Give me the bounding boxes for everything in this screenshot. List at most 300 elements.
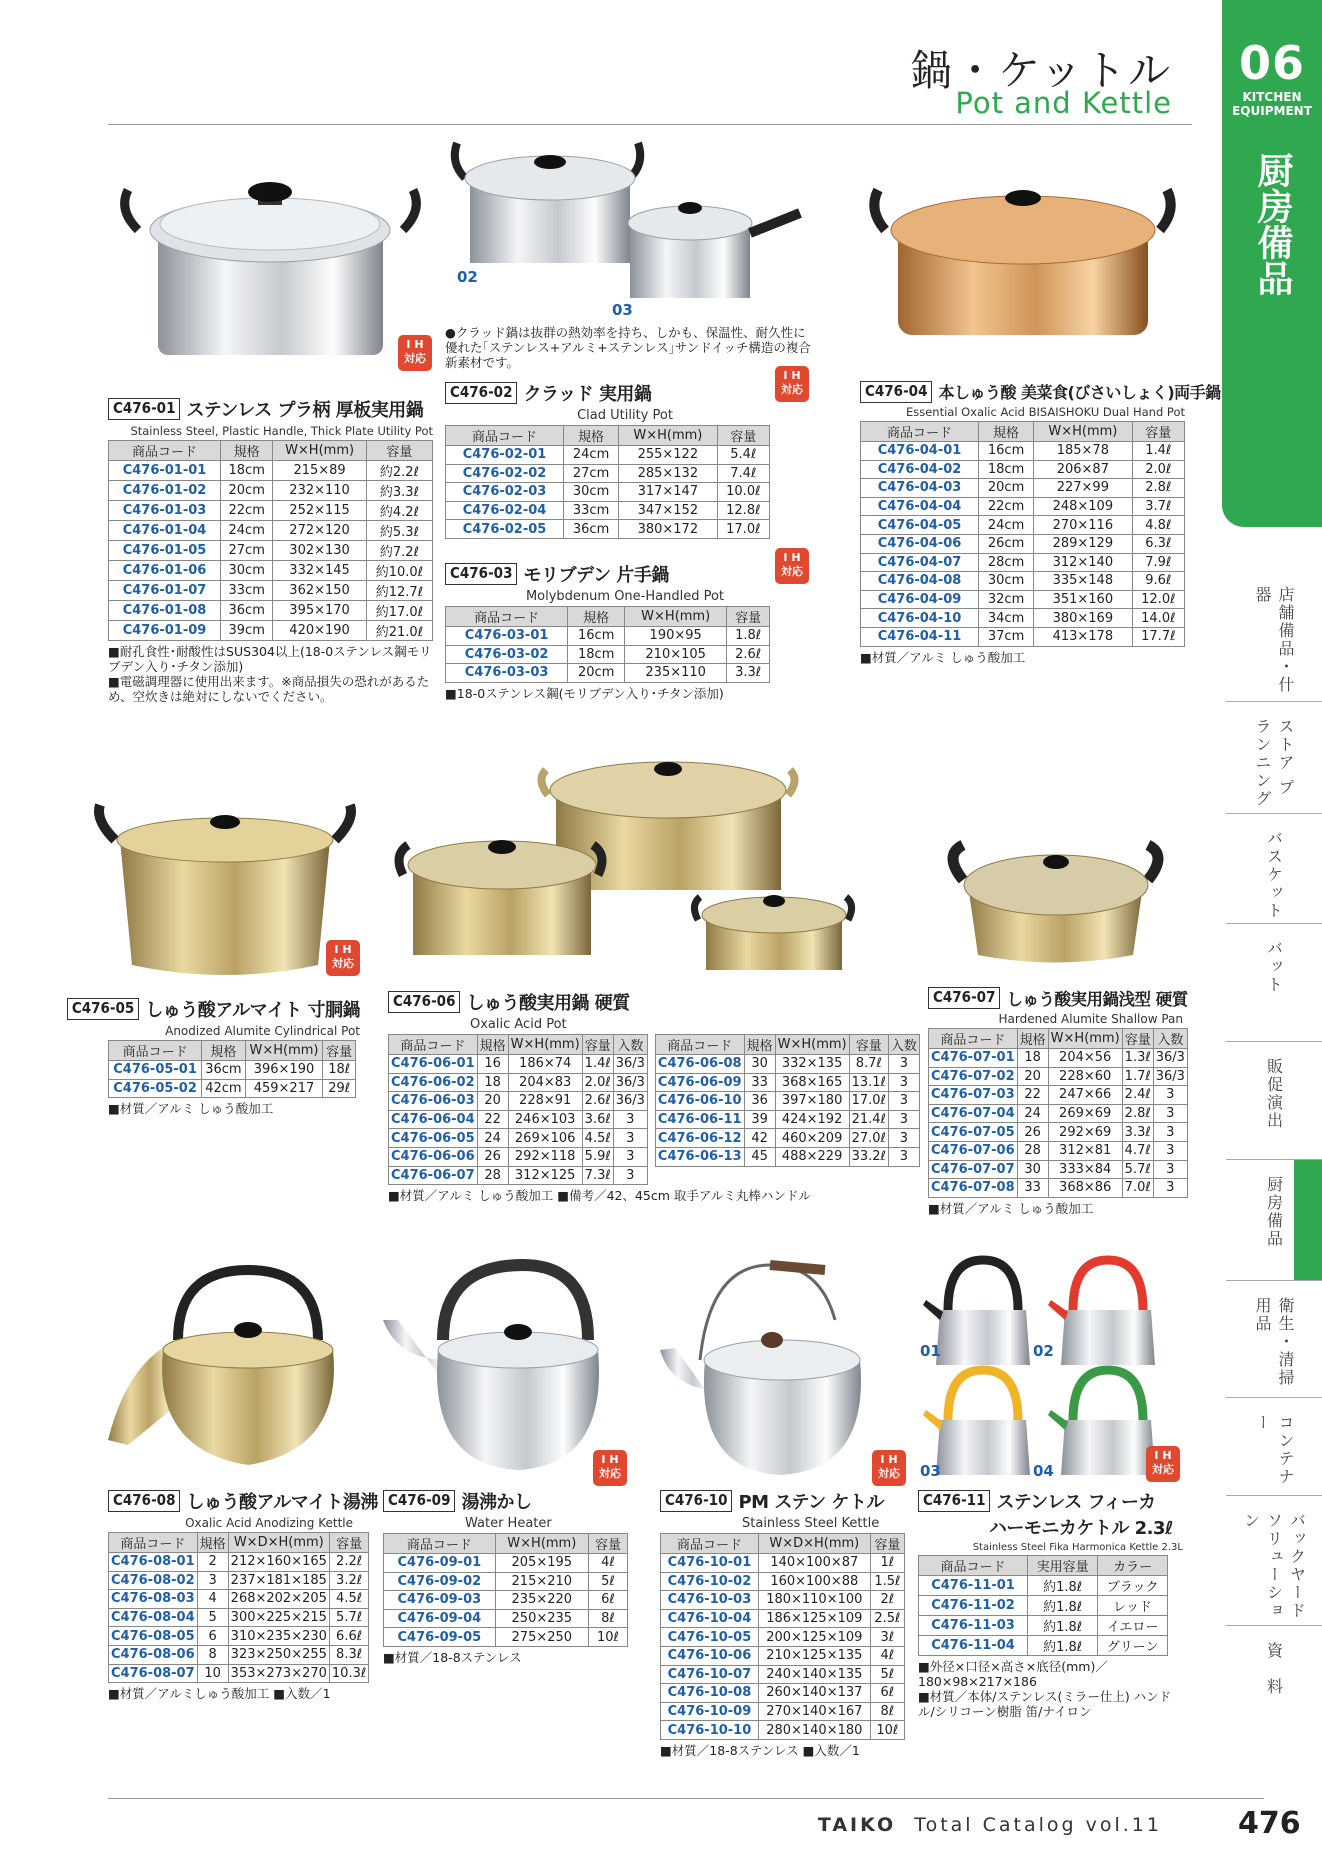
side-item-store-planning[interactable] xyxy=(1226,702,1322,814)
table-cell: 7.9ℓ xyxy=(1132,553,1184,572)
column-header: 規格 xyxy=(979,422,1034,442)
table-cell: 2.8ℓ xyxy=(1132,479,1184,498)
table-cell: 3 xyxy=(613,1110,647,1129)
column-header: 容量 xyxy=(1132,422,1184,442)
side-item-basket[interactable] xyxy=(1226,814,1322,924)
product-code-cell: C476-07-04 xyxy=(929,1104,1018,1123)
product-code-cell: C476-04-06 xyxy=(861,534,979,553)
table-cell: 2.2ℓ xyxy=(329,1553,368,1572)
catalog-name: Total Catalog vol.11 xyxy=(914,1814,1162,1836)
product-code-cell: C476-02-04 xyxy=(446,501,564,520)
table-cell: 36/3 xyxy=(1153,1049,1187,1068)
product-c476-08 xyxy=(108,1250,378,1702)
product-description: ●クラッド鍋は抜群の熱効率を持ち、しかも、保温性、耐久性に優れた｢ステンレス+アルミ+ステンレス｣サンドイッチ構造の複合新素材です。 xyxy=(445,325,811,370)
table-cell: 4ℓ xyxy=(870,1646,904,1665)
side-item-kitchen[interactable] xyxy=(1226,1160,1322,1280)
product-code-cell: C476-09-02 xyxy=(384,1572,496,1591)
table-cell: 268×202×205 xyxy=(228,1590,329,1609)
variant-label: 02 xyxy=(1033,1342,1054,1360)
table-cell: 204×56 xyxy=(1048,1049,1122,1068)
product-c476-01 xyxy=(108,150,433,704)
column-header: 商品コード xyxy=(929,1029,1018,1049)
product-code-cell: C476-06-06 xyxy=(389,1147,478,1166)
table-cell: 380×172 xyxy=(619,520,718,539)
table-cell: 36cm xyxy=(221,601,273,621)
table-row xyxy=(109,1627,369,1646)
table-row xyxy=(661,1609,905,1628)
table-cell: 20cm xyxy=(221,481,273,501)
table-cell: 3 xyxy=(1153,1104,1187,1123)
table-cell: 270×140×167 xyxy=(758,1702,870,1721)
table-cell: 312×125 xyxy=(508,1166,582,1185)
table-row xyxy=(109,601,433,621)
product-code-cell: C476-10-02 xyxy=(661,1572,759,1591)
table-cell: 1.4ℓ xyxy=(582,1055,613,1074)
product-note: ■材質／アルミ しゅう酸加工 xyxy=(108,1101,274,1117)
product-c476-05 xyxy=(71,800,360,1117)
side-item-backyard[interactable] xyxy=(1226,1496,1322,1626)
table-cell: 3.2ℓ xyxy=(329,1571,368,1590)
table-cell: 3 xyxy=(888,1110,919,1129)
table-cell: 5.7ℓ xyxy=(1122,1160,1153,1179)
product-code-cell: C476-05-02 xyxy=(109,1079,202,1098)
product-name-en: Clad Utility Pot xyxy=(577,408,673,423)
product-c476-09 xyxy=(383,1250,628,1665)
product-code-cell: C476-10-01 xyxy=(661,1554,759,1573)
table-cell: 3 xyxy=(888,1092,919,1111)
section-tab[interactable] xyxy=(1222,0,1322,527)
table-cell: 3 xyxy=(613,1129,647,1148)
column-header: W×H(mm) xyxy=(245,1041,323,1061)
table-row xyxy=(661,1702,905,1721)
anodized-kettle-image xyxy=(108,1250,353,1478)
product-name-en: Water Heater xyxy=(465,1516,552,1531)
side-item-label: バスケット xyxy=(1264,830,1284,920)
table-cell: 353×273×270 xyxy=(228,1664,329,1683)
table-row xyxy=(446,520,770,539)
product-code-cell: C476-03-02 xyxy=(446,645,568,664)
column-header: 商品コード xyxy=(861,422,979,442)
product-name-en: Hardened Alumite Shallow Pan xyxy=(998,1012,1183,1026)
table-cell: 2ℓ xyxy=(870,1591,904,1610)
column-header: W×H(mm) xyxy=(1048,1029,1122,1049)
table-cell: 22cm xyxy=(979,497,1034,516)
table-cell: 247×66 xyxy=(1048,1086,1122,1105)
product-code-cell: C476-07-06 xyxy=(929,1141,1018,1160)
product-note: ■18-0ステンレス鋼(モリブデン入り･チタン添加) xyxy=(445,685,724,701)
table-cell: 約17.0ℓ xyxy=(366,601,432,621)
table-header-row xyxy=(929,1029,1188,1049)
column-header: 入数 xyxy=(888,1035,919,1055)
table-row xyxy=(919,1596,1168,1616)
product-code-cell: C476-06-03 xyxy=(389,1092,478,1111)
table-row xyxy=(929,1086,1188,1105)
table-row xyxy=(929,1160,1188,1179)
table-cell: 215×210 xyxy=(495,1572,588,1591)
column-header: 容量 xyxy=(849,1035,888,1055)
product-code-cell: C476-11-02 xyxy=(919,1596,1028,1616)
variant-label: 04 xyxy=(1033,1462,1054,1480)
page-number: 476 xyxy=(1238,1806,1301,1841)
column-header: 商品コード xyxy=(655,1035,744,1055)
ih-compatible-badge: I H 対応 xyxy=(593,1450,627,1486)
table-cell: 33 xyxy=(1017,1179,1048,1198)
product-note: ■材質／アルミ しゅう酸加工 xyxy=(860,649,1026,665)
column-header: 商品コード xyxy=(389,1035,478,1055)
product-code: C476-02 xyxy=(445,382,517,404)
column-header: 規格 xyxy=(564,426,619,446)
table-header-row xyxy=(109,1533,369,1553)
table-row xyxy=(109,1553,369,1572)
product-code-cell: C476-10-09 xyxy=(661,1702,759,1721)
fika-kettle-set-image xyxy=(918,1250,1183,1478)
table-cell: 3 xyxy=(888,1073,919,1092)
product-code-cell: C476-11-04 xyxy=(919,1636,1028,1656)
product-code-cell: C476-08-05 xyxy=(109,1627,198,1646)
table-row xyxy=(661,1572,905,1591)
table-cell: 約21.0ℓ xyxy=(366,621,432,641)
table-cell: 300×225×215 xyxy=(228,1608,329,1627)
table-row xyxy=(861,553,1185,572)
table-row xyxy=(661,1665,905,1684)
column-header: 容量 xyxy=(1122,1029,1153,1049)
side-item-tray[interactable] xyxy=(1226,924,1322,1042)
table-cell: 292×69 xyxy=(1048,1123,1122,1142)
table-cell: 333×84 xyxy=(1048,1160,1122,1179)
spec-table xyxy=(383,1533,628,1647)
table-cell: 210×105 xyxy=(625,645,727,664)
side-item-label: バックヤード ソリューション xyxy=(1241,1512,1307,1620)
table-cell: 270×116 xyxy=(1034,516,1133,535)
table-cell: 約1.8ℓ xyxy=(1028,1576,1098,1596)
table-cell: 1.7ℓ xyxy=(1122,1067,1153,1086)
table-row xyxy=(109,1664,369,1683)
column-header: W×H(mm) xyxy=(775,1035,849,1055)
table-row xyxy=(109,1079,356,1098)
side-item-container[interactable] xyxy=(1226,1398,1322,1496)
column-header: W×H(mm) xyxy=(508,1035,582,1055)
table-cell: 5.9ℓ xyxy=(582,1147,613,1166)
table-row xyxy=(446,464,770,483)
table-row xyxy=(861,497,1185,516)
table-cell: 280×140×180 xyxy=(758,1721,870,1740)
product-code-cell: C476-04-11 xyxy=(861,627,979,646)
spec-table xyxy=(860,421,1185,647)
product-code-cell: C476-11-03 xyxy=(919,1616,1028,1636)
shallow-pan-image xyxy=(928,830,1183,980)
product-code: C476-08 xyxy=(108,1490,180,1512)
table-cell: 3 xyxy=(613,1147,647,1166)
side-item-label: 資 料 xyxy=(1264,1642,1284,1696)
table-row xyxy=(861,627,1185,646)
table-cell: 4.8ℓ xyxy=(1132,516,1184,535)
product-name-jp: しゅう酸アルマイト 寸胴鍋 xyxy=(145,1000,360,1021)
product-code-cell: C476-10-05 xyxy=(661,1628,759,1647)
column-header: 商品コード xyxy=(446,606,568,626)
table-row xyxy=(655,1055,919,1074)
side-item-sanitation[interactable] xyxy=(1226,1280,1322,1398)
table-cell: 396×190 xyxy=(245,1061,323,1080)
table-row xyxy=(861,534,1185,553)
product-name-en: Oxalic Acid Anodizing Kettle xyxy=(185,1516,353,1530)
side-item-label: 衛生・清掃用品 xyxy=(1253,1297,1295,1387)
column-header: 容量 xyxy=(870,1534,904,1554)
table-cell: 380×169 xyxy=(1034,609,1133,628)
table-cell: 4.7ℓ xyxy=(1122,1141,1153,1160)
product-code-cell: C476-02-05 xyxy=(446,520,564,539)
product-code-cell: C476-08-04 xyxy=(109,1608,198,1627)
table-cell: 12.0ℓ xyxy=(1132,590,1184,609)
product-code-cell: C476-04-09 xyxy=(861,590,979,609)
table-row xyxy=(446,483,770,502)
table-cell: 36 xyxy=(744,1092,775,1111)
side-item-store-fixtures[interactable] xyxy=(1226,570,1322,702)
table-cell: 30 xyxy=(1017,1160,1048,1179)
table-cell: 180×110×100 xyxy=(758,1591,870,1610)
table-cell: 33cm xyxy=(221,581,273,601)
table-cell: 20 xyxy=(1017,1067,1048,1086)
ih-compatible-badge: I H 対応 xyxy=(398,335,432,371)
column-header: 容量 xyxy=(323,1041,356,1061)
column-header: 規格 xyxy=(221,441,273,461)
table-header-row xyxy=(446,426,770,446)
table-row xyxy=(929,1049,1188,1068)
table-cell: 5ℓ xyxy=(588,1572,627,1591)
product-c476-02-03 xyxy=(445,138,811,701)
table-cell: 248×109 xyxy=(1034,497,1133,516)
product-code-cell: C476-01-04 xyxy=(109,521,221,541)
table-cell: 4ℓ xyxy=(588,1554,627,1573)
table-cell: 5 xyxy=(197,1608,228,1627)
table-cell: 347×152 xyxy=(619,501,718,520)
table-cell: 28 xyxy=(477,1166,508,1185)
product-code-cell: C476-01-08 xyxy=(109,601,221,621)
spec-table xyxy=(928,1028,1188,1198)
table-header-row xyxy=(389,1035,648,1055)
table-cell: 14.0ℓ xyxy=(1132,609,1184,628)
table-cell: 39cm xyxy=(221,621,273,641)
table-cell: 8.7ℓ xyxy=(849,1055,888,1074)
product-name-jp: ステンレス フィーカ xyxy=(996,1492,1156,1513)
table-cell: 488×229 xyxy=(775,1147,849,1166)
table-cell: 2.5ℓ xyxy=(870,1609,904,1628)
table-cell: 3 xyxy=(1153,1086,1187,1105)
table-header-row xyxy=(446,606,770,626)
product-code-cell: C476-03-03 xyxy=(446,664,568,683)
table-cell: 186×125×109 xyxy=(758,1609,870,1628)
side-item-promotion[interactable] xyxy=(1226,1042,1322,1160)
column-header: W×H(mm) xyxy=(619,426,718,446)
table-row xyxy=(929,1179,1188,1198)
product-code-cell: C476-04-03 xyxy=(861,479,979,498)
table-cell: 5.7ℓ xyxy=(329,1608,368,1627)
product-code-cell: C476-01-09 xyxy=(109,621,221,641)
column-header: 商品コード xyxy=(661,1534,759,1554)
table-row xyxy=(655,1073,919,1092)
column-header: 容量 xyxy=(329,1533,368,1553)
variant-label: 01 xyxy=(920,1342,941,1360)
product-code: C476-03 xyxy=(445,563,517,585)
spec-table-right xyxy=(655,1034,920,1167)
table-row xyxy=(384,1591,628,1610)
spec-table xyxy=(445,606,770,683)
side-item-reference[interactable] xyxy=(1226,1626,1322,1716)
product-name-en: Stainless Steel Fika Harmonica Kettle 2.3L xyxy=(972,1542,1183,1553)
table-row xyxy=(861,460,1185,479)
table-cell: 36cm xyxy=(202,1061,245,1080)
table-row xyxy=(929,1067,1188,1086)
product-code-cell: C476-08-03 xyxy=(109,1590,198,1609)
column-header: W×H(mm) xyxy=(273,441,367,461)
table-cell: 18ℓ xyxy=(323,1061,356,1080)
product-code-cell: C476-11-01 xyxy=(919,1576,1028,1596)
section-name-en: KITCHEN EQUIPMENT xyxy=(1232,90,1312,118)
table-cell: 3 xyxy=(197,1571,228,1590)
table-cell: 約1.8ℓ xyxy=(1028,1616,1098,1636)
table-cell: 6.6ℓ xyxy=(329,1627,368,1646)
table-cell: 36/3 xyxy=(613,1055,647,1074)
product-code-cell: C476-10-07 xyxy=(661,1665,759,1684)
product-c476-07 xyxy=(928,830,1188,1216)
product-note: ■材質／アルミ しゅう酸加工 ■備考／42、45cm 取手アルミ丸棒ハンドル xyxy=(388,1188,811,1204)
table-cell: 8.3ℓ xyxy=(329,1645,368,1664)
table-cell: 397×180 xyxy=(775,1092,849,1111)
table-cell: 6 xyxy=(197,1627,228,1646)
product-code-cell: C476-01-02 xyxy=(109,481,221,501)
product-code-cell: C476-06-12 xyxy=(655,1129,744,1148)
table-cell: 10ℓ xyxy=(588,1628,627,1647)
table-row xyxy=(861,442,1185,461)
table-cell: 6ℓ xyxy=(588,1591,627,1610)
table-row xyxy=(661,1646,905,1665)
table-cell: 190×95 xyxy=(625,626,727,645)
table-row xyxy=(109,581,433,601)
table-cell: 10.0ℓ xyxy=(717,483,769,502)
product-code-cell: C476-07-08 xyxy=(929,1179,1018,1198)
table-row xyxy=(109,521,433,541)
table-row xyxy=(109,1608,369,1627)
table-cell: 24cm xyxy=(979,516,1034,535)
product-code-cell: C476-08-02 xyxy=(109,1571,198,1590)
variant-label: 03 xyxy=(920,1462,941,1480)
column-header: 容量 xyxy=(588,1534,627,1554)
table-cell: 205×195 xyxy=(495,1554,588,1573)
table-row xyxy=(661,1628,905,1647)
product-code-cell: C476-07-05 xyxy=(929,1123,1018,1142)
variant-label: 02 xyxy=(457,268,478,286)
column-header: 商品コード xyxy=(384,1534,496,1554)
table-cell: 26 xyxy=(477,1147,508,1166)
table-cell: 269×106 xyxy=(508,1129,582,1148)
table-cell: 18 xyxy=(477,1073,508,1092)
column-header: 規格 xyxy=(744,1035,775,1055)
table-row xyxy=(446,664,770,683)
table-row xyxy=(929,1141,1188,1160)
page-title-en: Pot and Kettle xyxy=(955,86,1172,120)
side-item-label: 店舗備品・什器 xyxy=(1253,586,1295,694)
table-row xyxy=(446,626,770,645)
table-cell: 2.4ℓ xyxy=(1122,1086,1153,1105)
table-row xyxy=(384,1572,628,1591)
table-row xyxy=(861,590,1185,609)
product-code-cell: C476-07-01 xyxy=(929,1049,1018,1068)
product-code-cell: C476-10-06 xyxy=(661,1646,759,1665)
table-row xyxy=(446,645,770,664)
table-header-row xyxy=(109,1041,356,1061)
table-cell: 5ℓ xyxy=(870,1665,904,1684)
table-cell: 8ℓ xyxy=(870,1702,904,1721)
table-cell: 27.0ℓ xyxy=(849,1129,888,1148)
table-cell: 368×165 xyxy=(775,1073,849,1092)
table-cell: 20cm xyxy=(979,479,1034,498)
table-row xyxy=(655,1129,919,1148)
table-cell: 7.3ℓ xyxy=(582,1166,613,1185)
table-cell: 232×110 xyxy=(273,481,367,501)
table-cell: 420×190 xyxy=(273,621,367,641)
table-cell: 3 xyxy=(1153,1123,1187,1142)
cylindrical-pot-image xyxy=(90,800,360,980)
table-cell: 18cm xyxy=(221,461,273,481)
table-cell: 4 xyxy=(197,1590,228,1609)
table-cell: 17.0ℓ xyxy=(849,1092,888,1111)
product-c476-10 xyxy=(660,1250,905,1758)
table-header-row xyxy=(919,1556,1168,1576)
product-code-cell: C476-04-08 xyxy=(861,572,979,591)
product-code-cell: C476-02-02 xyxy=(446,464,564,483)
product-code-cell: C476-09-04 xyxy=(384,1609,496,1628)
product-code: C476-09 xyxy=(383,1490,455,1512)
product-code: C476-10 xyxy=(660,1490,732,1512)
table-cell: 2.6ℓ xyxy=(582,1092,613,1111)
section-number: 06 xyxy=(1238,36,1305,90)
table-cell: 250×235 xyxy=(495,1609,588,1628)
product-name-en: Molybdenum One-Handled Pot xyxy=(525,588,725,604)
table-cell: 3 xyxy=(613,1166,647,1185)
table-cell: 約12.7ℓ xyxy=(366,581,432,601)
table-row xyxy=(384,1554,628,1573)
product-c476-11 xyxy=(918,1250,1183,1719)
table-cell: 22cm xyxy=(221,501,273,521)
page-title-jp: 鍋・ケットル xyxy=(910,46,1172,95)
table-cell: 33cm xyxy=(564,501,619,520)
table-cell: 1ℓ xyxy=(870,1554,904,1573)
table-row xyxy=(389,1166,648,1185)
column-header: 商品コード xyxy=(109,441,221,461)
table-cell: グリーン xyxy=(1098,1636,1168,1656)
product-name-jp: しゅう酸実用鍋 硬質 xyxy=(466,993,630,1014)
table-cell: 42cm xyxy=(202,1079,245,1098)
table-cell: 206×87 xyxy=(1034,460,1133,479)
table-cell: 16cm xyxy=(979,442,1034,461)
product-code: C476-06 xyxy=(388,991,460,1013)
table-cell: 約7.2ℓ xyxy=(366,541,432,561)
table-cell: 460×209 xyxy=(775,1129,849,1148)
table-cell: 8 xyxy=(197,1645,228,1664)
table-cell: 3ℓ xyxy=(870,1628,904,1647)
product-code-cell: C476-10-08 xyxy=(661,1684,759,1703)
side-item-label: 販促演出 xyxy=(1264,1058,1284,1130)
table-cell: 2.8ℓ xyxy=(1122,1104,1153,1123)
product-code-cell: C476-07-03 xyxy=(929,1086,1018,1105)
column-header: 商品コード xyxy=(919,1556,1028,1576)
table-cell: 4.5ℓ xyxy=(582,1129,613,1148)
clad-pot-image xyxy=(445,138,805,318)
column-header: 規格 xyxy=(477,1035,508,1055)
table-cell: 10ℓ xyxy=(870,1721,904,1740)
table-cell: 235×110 xyxy=(625,664,727,683)
product-code-cell: C476-06-10 xyxy=(655,1092,744,1111)
product-name-jp: 本しゅう酸 美菜食(びさいしょく)両手鍋 xyxy=(938,383,1221,402)
